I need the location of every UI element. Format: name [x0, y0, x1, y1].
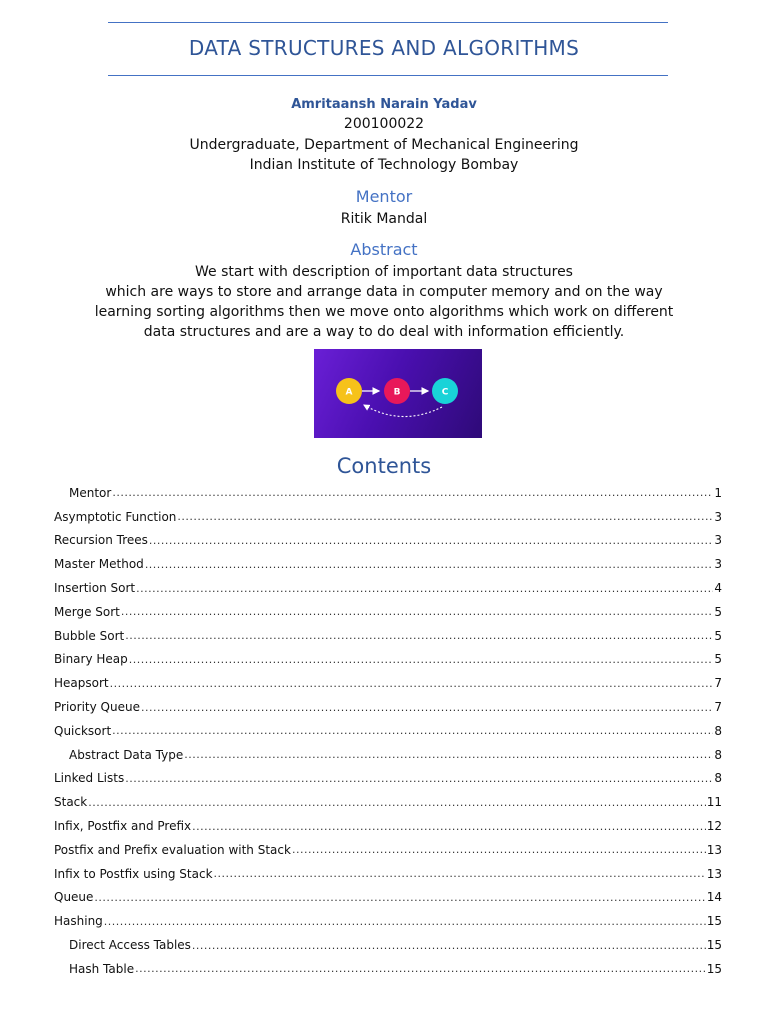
toc-entry-page: 8 — [714, 723, 722, 738]
mentor-heading: Mentor — [355, 187, 413, 206]
toc-entry-page: 7 — [714, 700, 722, 715]
title-rule-top — [108, 22, 668, 23]
table-of-contents — [54, 481, 722, 981]
toc-dot-leader — [112, 724, 713, 737]
toc-entry-label: Stack — [54, 795, 88, 810]
toc-dot-leader — [149, 534, 713, 547]
toc-entry-label: Asymptotic Function — [54, 509, 177, 524]
toc-dot-leader — [192, 820, 706, 833]
toc-entry-page: 14 — [706, 890, 722, 905]
toc-entry-label: Bubble Sort — [54, 628, 125, 643]
toc-entry-page: 3 — [714, 533, 722, 548]
title-rule-bottom — [108, 75, 668, 76]
toc-entry-label: Linked Lists — [54, 771, 125, 786]
toc-dot-leader — [214, 867, 706, 880]
institute: Indian Institute of Technology Bombay — [249, 157, 519, 173]
mentor-name: Ritik Mandal — [340, 211, 428, 227]
toc-entry-label: Infix to Postfix using Stack — [54, 866, 213, 881]
toc-entry-page: 15 — [706, 961, 722, 976]
toc-dot-leader — [104, 915, 706, 928]
toc-entry-label: Queue — [54, 890, 94, 905]
toc-entry[interactable] — [54, 719, 722, 743]
abstract-text — [0, 262, 768, 342]
toc-dot-leader — [135, 962, 706, 975]
toc-entry-page: 12 — [706, 819, 722, 834]
toc-entry-label: Insertion Sort — [54, 581, 136, 596]
toc-entry-label: Postfix and Prefix evaluation with Stack — [54, 842, 291, 857]
toc-entry-page: 5 — [714, 652, 722, 667]
abstract-heading: Abstract — [350, 240, 418, 259]
toc-entry-page: 15 — [706, 938, 722, 953]
toc-dot-leader — [129, 653, 714, 666]
toc-dot-leader — [184, 748, 713, 761]
abstract-line: which are ways to store and arrange data in computer memory and on the way — [105, 284, 663, 300]
toc-entry[interactable] — [54, 862, 722, 886]
toc-dot-leader — [125, 629, 713, 642]
toc-entry-page: 8 — [714, 747, 722, 762]
document-title: DATA STRUCTURES AND ALGORITHMS — [188, 36, 580, 60]
toc-entry-label: Master Method — [54, 557, 144, 572]
toc-entry-page: 8 — [714, 771, 722, 786]
toc-dot-leader — [121, 605, 713, 618]
toc-entry[interactable] — [54, 624, 722, 648]
toc-entry-label: Heapsort — [54, 676, 109, 691]
toc-dot-leader — [88, 796, 705, 809]
toc-entry[interactable] — [54, 576, 722, 600]
toc-entry[interactable] — [54, 767, 722, 791]
toc-entry[interactable] — [54, 909, 722, 933]
toc-entry[interactable] — [54, 648, 722, 672]
abstract-line: We start with description of important data structures — [195, 264, 573, 280]
toc-entry[interactable] — [54, 600, 722, 624]
roll-number: 200100022 — [343, 116, 425, 132]
linked-list-diagram — [314, 349, 482, 438]
toc-entry-label: Infix, Postfix and Prefix — [54, 819, 192, 834]
toc-entry-label: Quicksort — [54, 723, 112, 738]
toc-entry[interactable] — [54, 552, 722, 576]
toc-dot-leader — [141, 701, 713, 714]
toc-entry-label: Direct Access Tables — [69, 938, 191, 953]
department: Undergraduate, Department of Mechanical Engineering — [189, 137, 579, 153]
toc-entry-page: 3 — [714, 509, 722, 524]
toc-entry-page: 7 — [714, 676, 722, 691]
toc-entry[interactable] — [54, 481, 722, 505]
toc-dot-leader — [110, 677, 714, 690]
toc-entry-page: 4 — [714, 581, 722, 596]
toc-entry-label: Binary Heap — [54, 652, 128, 667]
toc-entry-label: Merge Sort — [54, 604, 120, 619]
toc-entry[interactable] — [54, 790, 722, 814]
toc-entry-page: 13 — [706, 866, 722, 881]
author-name: Amritaansh Narain Yadav — [291, 97, 477, 112]
toc-entry-label: Mentor — [69, 485, 112, 500]
abstract-line: learning sorting algorithms then we move onto algorithms which work on different — [94, 304, 674, 320]
toc-entry-page: 11 — [706, 795, 722, 810]
toc-entry-page: 13 — [706, 842, 722, 857]
toc-entry[interactable] — [54, 529, 722, 553]
toc-dot-leader — [292, 843, 706, 856]
toc-entry-label: Hashing — [54, 914, 103, 929]
toc-entry[interactable] — [54, 933, 722, 957]
toc-entry-label: Hash Table — [69, 961, 135, 976]
toc-entry[interactable] — [54, 886, 722, 910]
toc-entry[interactable] — [54, 957, 722, 981]
toc-entry[interactable] — [54, 671, 722, 695]
toc-dot-leader — [112, 486, 713, 499]
toc-entry[interactable] — [54, 743, 722, 767]
toc-entry-label: Abstract Data Type — [69, 747, 184, 762]
toc-entry[interactable] — [54, 838, 722, 862]
toc-entry-page: 1 — [714, 485, 722, 500]
toc-entry-page: 5 — [714, 604, 722, 619]
toc-entry-page: 3 — [714, 557, 722, 572]
toc-dot-leader — [145, 558, 714, 571]
toc-dot-leader — [177, 510, 713, 523]
node-b-label: B — [393, 387, 401, 398]
toc-entry[interactable] — [54, 505, 722, 529]
toc-dot-leader — [192, 939, 706, 952]
back-link-arrow — [364, 405, 442, 417]
toc-entry[interactable] — [54, 814, 722, 838]
toc-entry-page: 5 — [714, 628, 722, 643]
toc-entry-page: 15 — [706, 914, 722, 929]
contents-heading: Contents — [336, 454, 432, 478]
toc-dot-leader — [125, 772, 713, 785]
linked-list-illustration — [314, 349, 482, 438]
toc-entry[interactable] — [54, 695, 722, 719]
toc-entry-label: Recursion Trees — [54, 533, 148, 548]
toc-entry-label: Priority Queue — [54, 700, 140, 715]
toc-dot-leader — [136, 582, 713, 595]
abstract-line: data structures and are a way to do deal with information efficiently. — [143, 324, 625, 340]
toc-dot-leader — [94, 891, 705, 904]
node-c-label: C — [441, 387, 449, 398]
node-a-label: A — [345, 387, 353, 398]
